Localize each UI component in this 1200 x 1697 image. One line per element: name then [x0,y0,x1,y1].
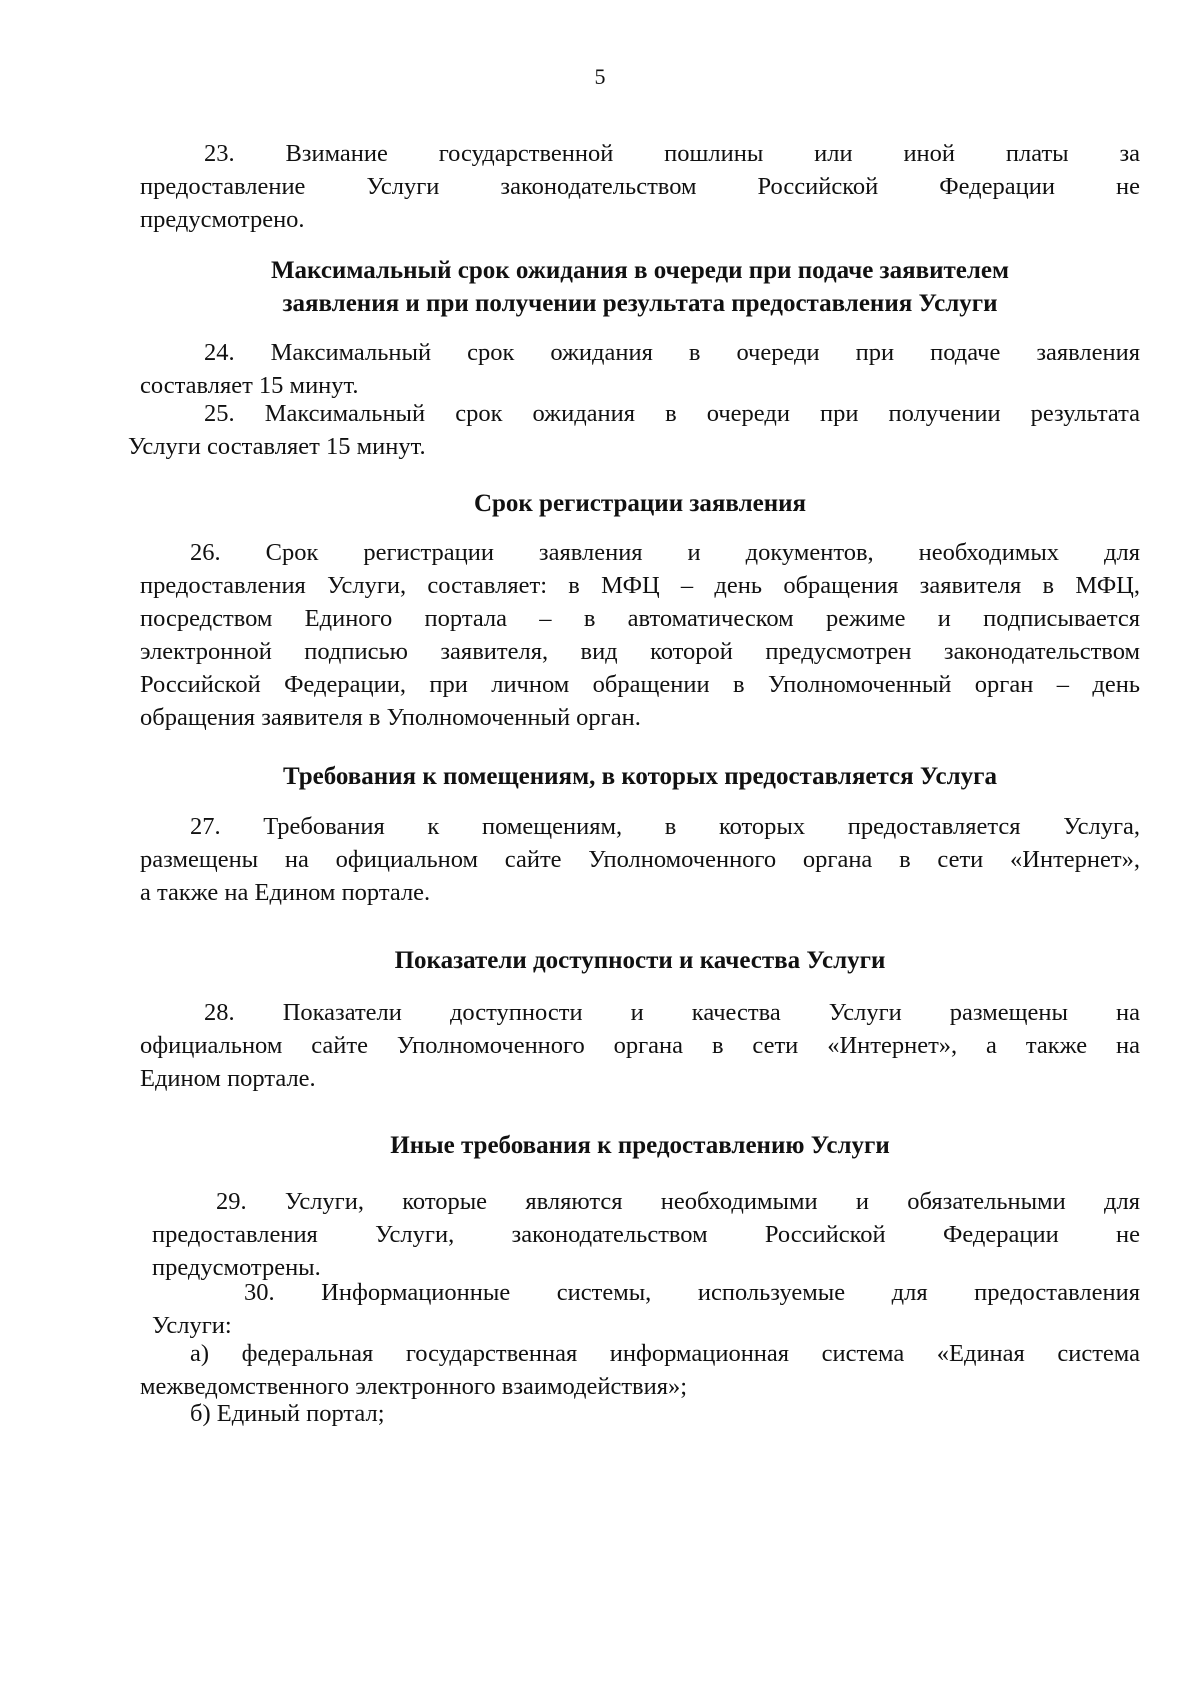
paragraph-line: 30. Информационные системы, используемые для предоставления [244,1279,1140,1306]
paragraph-line: официальном сайте Уполномоченного органа в сети «Интернет», а также на [140,1032,1140,1059]
paragraph-line: 29. Услуги, которые являются необходимыми и обязательными для [216,1188,1140,1215]
paragraph-line: 28. Показатели доступности и качества Услуги размещены на [204,999,1140,1026]
paragraph-line: предусмотрено. [140,206,305,233]
heading-line: Иные требования к предоставлению Услуги [390,1132,890,1159]
paragraph-line: предоставления Услуги, составляет: в МФЦ – день обращения заявителя в МФЦ, [140,572,1140,599]
section-heading [140,487,1140,520]
paragraph-line: Услуги: [152,1312,232,1339]
paragraph-line: Услуги составляет 15 минут. [128,433,426,460]
page-number: 5 [594,64,606,89]
paragraph-line: а) федеральная государственная информационная система «Единая система [190,1340,1140,1367]
paragraph-25 [128,397,1140,463]
heading-line: Требования к помещениям, в которых предоставляется Услуга [282,763,998,790]
paragraph-24 [140,336,1140,402]
paragraph-line: обращения заявителя в Уполномоченный орган. [140,704,641,731]
paragraph-line: предусмотрены. [152,1254,321,1281]
section-heading [140,760,1140,793]
paragraph-line: Едином портале. [140,1065,316,1092]
paragraph-line: 24. Максимальный срок ожидания в очереди при подаче заявления [204,339,1140,366]
paragraph-line: б) Единый портал; [190,1400,385,1427]
paragraph-30 [152,1276,1140,1342]
paragraph-line: Российской Федерации, при личном обращении в Уполномоченный орган – день [140,671,1140,698]
paragraph-line: посредством Единого портала – в автоматическом режиме и подписывается [140,605,1140,632]
paragraph-line: 27. Требования к помещениям, в которых предоставляется Услуга, [190,813,1140,840]
paragraph-23 [140,137,1140,236]
section-heading [140,254,1140,320]
paragraph-line: 23. Взимание государственной пошлины или иной платы за [204,140,1140,167]
heading-line: Срок регистрации заявления [473,490,807,517]
paragraph-26 [140,536,1140,734]
paragraph-line: предоставление Услуги законодательством Российской Федерации не [140,173,1140,200]
paragraph-line: размещены на официальном сайте Уполномоченного органа в сети «Интернет», [140,846,1140,873]
paragraph-27 [140,810,1140,909]
paragraph-line: межведомственного электронного взаимодействия»; [140,1373,688,1400]
paragraph-28 [140,996,1140,1095]
paragraph-line: 26. Срок регистрации заявления и документов, необходимых для [190,539,1140,566]
paragraph-line: электронной подписью заявителя, вид которой предусмотрен законодательством [140,638,1140,665]
heading-line: Максимальный срок ожидания в очереди при подаче заявителем [270,257,1010,284]
paragraph-30b [190,1397,1140,1430]
heading-line: Показатели доступности и качества Услуги [394,947,886,974]
paragraph-30a [140,1337,1140,1403]
section-heading [140,944,1140,977]
section-heading [140,1129,1140,1162]
paragraph-line: а также на Едином портале. [140,879,431,906]
paragraph-line: предоставления Услуги, законодательством Российской Федерации не [152,1221,1140,1248]
paragraph-29 [152,1185,1140,1284]
heading-line: заявления и при получении результата предоставления Услуги [282,290,998,317]
paragraph-line: составляет 15 минут. [140,372,359,399]
paragraph-line: 25. Максимальный срок ожидания в очереди при получении результата [204,400,1140,427]
